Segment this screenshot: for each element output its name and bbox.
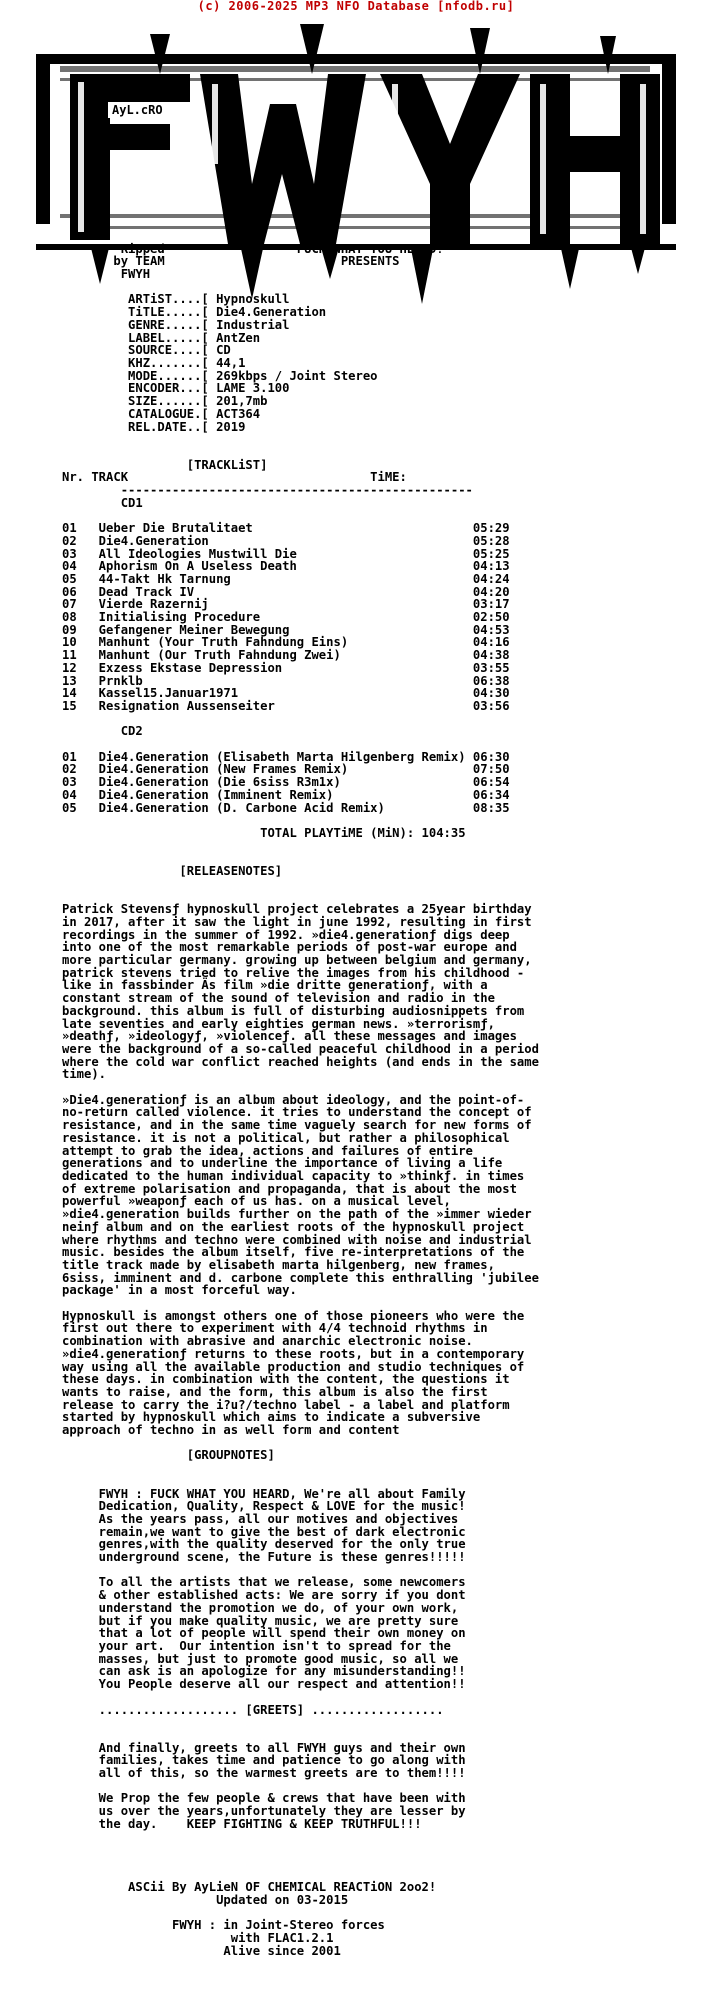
tracklist-title: [TRACKLiST]: [62, 457, 268, 472]
releasenote-line: powerful »weaponƒ each of us has. on a musical level,: [62, 1194, 451, 1209]
release-info-6: MODE......[ 269kbps / Joint Stereo: [62, 368, 378, 383]
release-info-2: GENRE.....[ Industrial: [62, 317, 290, 332]
releasenote-line: wants to raise, and the form, this album is also the first: [62, 1384, 488, 1399]
releasenote-line: these days. in combination with the content, the questions it: [62, 1372, 510, 1387]
releasenote-line: into one of the most remarkable periods of post-war europe and: [62, 940, 517, 955]
release-info-3: LABEL.....[ AntZen: [62, 330, 261, 345]
track-row: 11 Manhunt (Our Truth Fahndung Zwei) 04:38: [62, 648, 510, 663]
releasenote-line: time).: [62, 1067, 107, 1082]
releasenote-line: dedicated to the human individual capacity to »thinkƒ. in times: [62, 1168, 525, 1183]
track-row: 15 Resignation Aussenseiter 03:56: [62, 698, 510, 713]
footer-line: Alive since 2001: [62, 1943, 341, 1958]
releasenote-line: where rhythms and techno were combined with noise and industrial: [62, 1232, 532, 1247]
release-info-0: ARTiST....[ Hypnoskull: [62, 292, 290, 307]
groupnote-line: can ask is an apologize for any misunderstanding!!: [62, 1664, 466, 1679]
groupnote-line: understand the promotion we do, of your own work,: [62, 1600, 459, 1615]
releasenote-line: 6siss, imminent and d. carbone complete this enthralling 'jubilee: [62, 1270, 539, 1285]
releasenote-line: generations and to underline the importance of living a life: [62, 1156, 503, 1171]
release-info-5: KHZ.......[ 44,1: [62, 355, 246, 370]
greets-title: ................... [GREETS] ..................: [62, 1702, 444, 1717]
releasenote-line: »die4.generation builds further on the path of the »immer wieder: [62, 1207, 532, 1222]
footer-line: with FLAC1.2.1: [62, 1931, 334, 1946]
groupnote-line: remain,we want to give the best of dark electronic: [62, 1524, 466, 1539]
releasenote-line: release to carry the i?u?/techno label - a label and platform: [62, 1397, 510, 1412]
track-row: 12 Exzess Ekstase Depression 03:55: [62, 660, 510, 675]
track-row: 07 Vierde Razernij 03:17: [62, 597, 510, 612]
greets-line: We Prop the few people & crews that have been with: [62, 1791, 466, 1806]
footer-line: ASCii By AyLieN OF CHEMICAL REACTiON 2oo2!: [62, 1880, 437, 1895]
track-row: 03 Die4.Generation (Die 6siss R3m1x) 06:54: [62, 775, 510, 790]
releasenote-line: Patrick Stevensƒ hypnoskull project celebrates a 25year birthday: [62, 902, 532, 917]
releasenote-line: started by hypnoskull which aims to indicate a subversive: [62, 1410, 481, 1425]
releasenote-line: neinƒ album and on the earliest roots of the hypnoskull project: [62, 1219, 525, 1234]
track-row: 14 Kassel15.Januar1971 04:30: [62, 686, 510, 701]
groupnotes-title: [GROUPNOTES]: [62, 1448, 275, 1463]
groupnote-line: masses, but just to promote good music, so all we: [62, 1651, 459, 1666]
groupnote-line: Dedication, Quality, Respect & LOVE for the music!: [62, 1499, 466, 1514]
release-info-10: REL.DATE..[ 2019: [62, 419, 246, 434]
divider: ------------------------------------------------: [62, 483, 473, 498]
nfo-content: [62, 14, 662, 1958]
groupnote-line: underground scene, the Future is these genres!!!!!: [62, 1550, 466, 1565]
track-row: 05 44-Takt Hk Tarnung 04:24: [62, 571, 510, 586]
releasenote-line: late seventies and early eighties german news. »terrorismƒ,: [62, 1016, 495, 1031]
release-info-8: SIZE......[ 201,7mb: [62, 394, 268, 409]
groupnote-line: As the years pass, all our motives and objectives: [62, 1511, 459, 1526]
releasenote-line: resistance, and in the same time vaguely search for new forms of: [62, 1118, 532, 1133]
track-row: 06 Dead Track IV 04:20: [62, 584, 510, 599]
releasenote-line: constant stream of the sound of television and radio in the: [62, 991, 495, 1006]
track-row: 01 Die4.Generation (Elisabeth Marta Hilgenberg Remix) 06:30: [62, 749, 510, 764]
total-playtime: TOTAL PLAYTiME (MiN): 104:35: [62, 826, 466, 840]
track-row: 13 Prnklb 06:38: [62, 673, 510, 688]
disc-name: CD1: [62, 495, 143, 510]
disc-name: CD2: [62, 724, 143, 739]
releasenote-line: like in fassbinder Äs film »die dritte generationƒ, with a: [62, 978, 488, 993]
releasenote-line: were the background of a so-called peaceful childhood in a period: [62, 1041, 539, 1056]
releasenote-line: »die4.generationƒ returns to these roots, but in a contemporary: [62, 1346, 525, 1361]
releasenote-line: title track made by elisabeth marta hilgenberg, new frames,: [62, 1257, 495, 1272]
releasenotes-title: [RELEASENOTES]: [62, 864, 283, 879]
footer-line: FWYH : in Joint-Stereo forces: [62, 1918, 385, 1933]
groupnote-line: To all the artists that we release, some newcomers: [62, 1575, 466, 1590]
releasenote-line: where the cold war conflict reached heights (and ends in the same: [62, 1054, 539, 1069]
release-info-7: ENCODER...[ LAME 3.100: [62, 381, 290, 396]
releasenote-line: in 2017, after it saw the light in june 1992, resulting in first: [62, 914, 532, 929]
track-row: 05 Die4.Generation (D. Carbone Acid Remix) 08:35: [62, 800, 510, 815]
releasenote-line: music. besides the album itself, five re-interpretations of the: [62, 1245, 525, 1260]
tracklist-header: Nr. TRACK TiME:: [62, 470, 407, 485]
track-row: 04 Die4.Generation (Imminent Remix) 06:34: [62, 787, 510, 802]
releasenote-line: approach of techno in as well form and content: [62, 1423, 400, 1438]
releasenote-line: more particular germany. growing up between belgium and germany,: [62, 953, 532, 968]
releasenote-line: background. this album is full of disturbing audiosnippets from: [62, 1003, 525, 1018]
releasenote-line: »Die4.generationƒ is an album about ideology, and the point-of-: [62, 1092, 525, 1107]
track-row: 01 Ueber Die Brutalitaet 05:29: [62, 521, 510, 536]
release-info-9: CATALOGUE.[ ACT364: [62, 406, 261, 421]
footer-line: Updated on 03-2015: [62, 1893, 349, 1908]
logo-tag: AyL.cRO: [112, 103, 163, 117]
release-info-1: TiTLE.....[ Die4.Generation: [62, 305, 327, 320]
greets-line: And finally, greets to all FWYH guys and their own: [62, 1740, 466, 1755]
track-row: 02 Die4.Generation (New Frames Remix) 07:50: [62, 762, 510, 777]
releasenote-line: recordings in the summer of 1992. »die4.generationƒ digs deep: [62, 927, 510, 942]
releasenote-line: patrick stevens tried to relive the images from his childhood -: [62, 965, 525, 980]
copyright-header: (c) 2006-2025 MP3 NFO Database [nfodb.ru]: [197, 0, 515, 13]
groupnote-line: FWYH : FUCK WHAT YOU HEARD, We're all about Family: [62, 1486, 466, 1501]
releasenote-line: combination with abrasive and anarchic electronic noise.: [62, 1334, 473, 1349]
track-row: 02 Die4.Generation 05:28: [62, 533, 510, 548]
track-row: 10 Manhunt (Your Truth Fahndung Eins) 04:16: [62, 635, 510, 650]
groupnote-line: that a lot of people will spend their own money on: [62, 1626, 466, 1641]
groupnote-line: your art. Our intention isn't to spread for the: [62, 1639, 451, 1653]
intro-line: Ripped FUCK WHAT YOU HEARD!: [62, 241, 444, 256]
releasenote-line: Hypnoskull is amongst others one of those pioneers who were the: [62, 1308, 525, 1323]
greets-line: all of this, so the warmest greets are to them!!!!: [62, 1766, 466, 1781]
releasenote-line: first out there to experiment with 4/4 technoid rhythms in: [62, 1321, 488, 1336]
track-row: 09 Gefangener Meiner Bewegung 04:53: [62, 622, 510, 637]
greets-line: us over the years,unfortunately they are lesser by: [62, 1804, 466, 1819]
releasenote-line: way using all the available production and studio techniques of: [62, 1359, 525, 1374]
groupnote-line: & other established acts: We are sorry if you dont: [62, 1588, 466, 1603]
releasenote-line: resistance. it is not a political, but rather a philosophical: [62, 1130, 510, 1145]
groupnote-line: You People deserve all our respect and attention!!: [62, 1677, 466, 1692]
track-row: 08 Initialising Procedure 02:50: [62, 610, 510, 625]
release-info-4: SOURCE....[ CD: [62, 343, 231, 358]
releasenote-line: no-return called violence. it tries to understand the concept of: [62, 1105, 532, 1120]
groupnote-line: but if you make quality music, we are pretty sure: [62, 1613, 459, 1628]
greets-line: the day. KEEP FIGHTING & KEEP TRUTHFUL!!!: [62, 1816, 422, 1831]
track-row: 03 All Ideologies Mustwill Die 05:25: [62, 546, 510, 561]
releasenote-line: of extreme polarisation and propaganda, that is about the most: [62, 1181, 517, 1196]
releasenote-line: attempt to grab the idea, actions and failures of entire: [62, 1143, 473, 1158]
releasenote-line: package' in a most forceful way.: [62, 1283, 297, 1298]
groupnote-line: genres,with the quality deserved for the only true: [62, 1537, 466, 1552]
releasenote-line: »deathƒ, »ideologyƒ, »violenceƒ. all these messages and images: [62, 1029, 517, 1044]
track-row: 04 Aphorism On A Useless Death 04:13: [62, 559, 510, 574]
greets-line: families, takes time and patience to go along with: [62, 1753, 466, 1768]
intro-line: by TEAM PRESENTS: [62, 254, 400, 269]
intro-line: FWYH: [62, 267, 151, 282]
